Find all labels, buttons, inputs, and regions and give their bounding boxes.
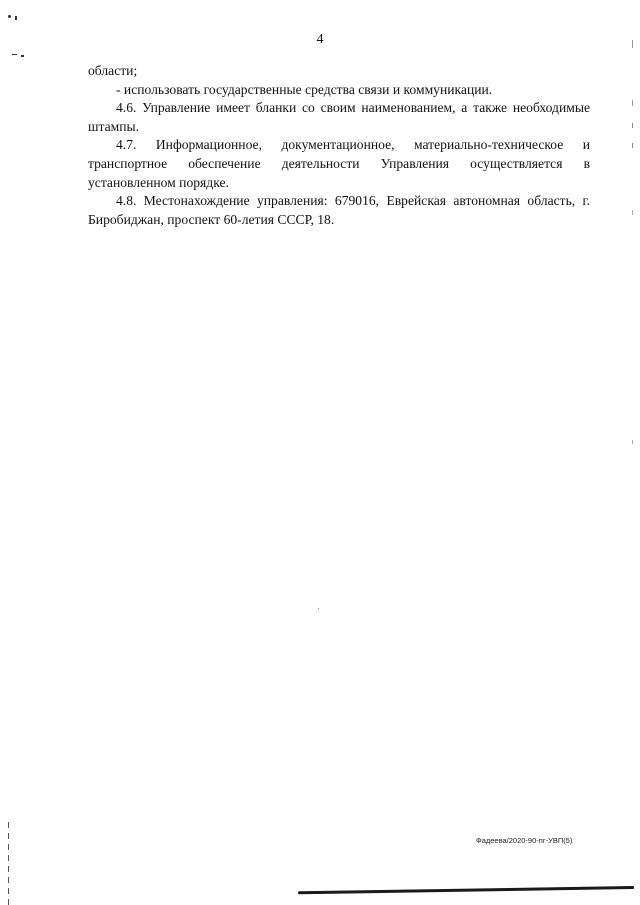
scan-speck (632, 143, 633, 148)
scan-speck (21, 55, 24, 57)
paragraph-continuation: области; (88, 63, 138, 78)
paragraph-4-6: 4.6. Управление имеет бланки со своим наименованием, а также необходимые штампы. (88, 100, 590, 134)
paragraph-4-8: 4.8. Местонахождение управления: 679016, Еврейская автономная область, г. Биробиджан, проспект 60-летия СССР, 18. (88, 193, 590, 227)
footer-reference: Фадеева/2020-90-пг-УВП(5) (476, 836, 573, 845)
scan-edge-line (8, 822, 9, 905)
scan-bottom-rule (298, 886, 634, 894)
paragraph-communications: - использовать государственные средства связи и коммуникации. (116, 81, 493, 97)
scan-speck (8, 15, 11, 18)
scan-speck (15, 16, 17, 20)
scan-speck (318, 608, 319, 609)
scan-speck (632, 100, 633, 106)
document-body (88, 62, 590, 229)
scan-speck (632, 123, 633, 128)
scan-speck (632, 210, 633, 215)
scan-speck (632, 440, 633, 444)
scan-speck (12, 54, 17, 55)
scan-speck (632, 40, 633, 48)
paragraph-4-7: 4.7. Информационное, документационное, материально-техническое и транспортное обеспечение деятельности Управления осуществляется в установленном порядке. (88, 137, 590, 190)
page-number: 4 (316, 32, 324, 47)
